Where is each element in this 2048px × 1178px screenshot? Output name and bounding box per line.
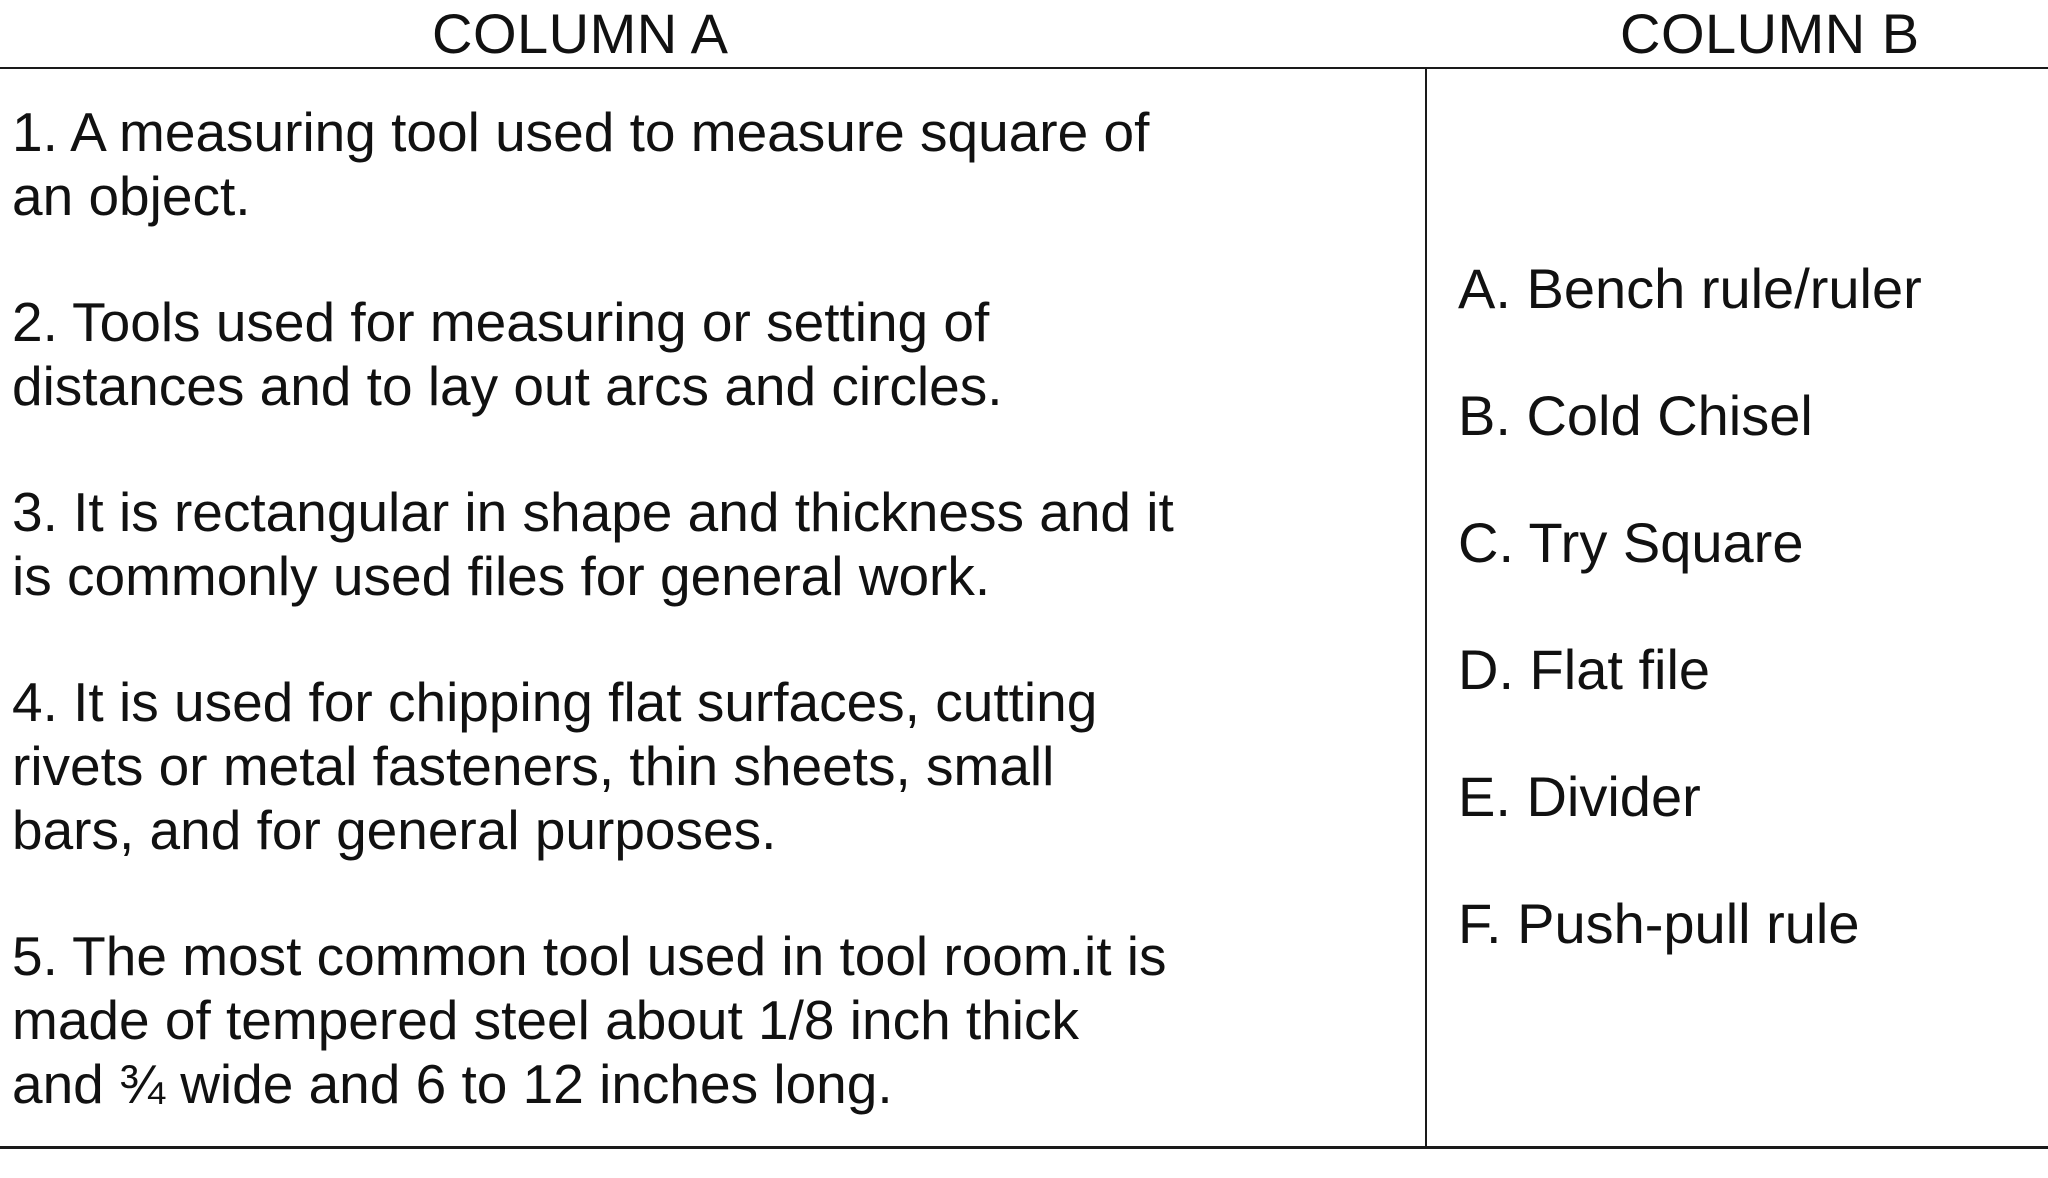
column-a-list xyxy=(12,100,1412,1178)
column-b-choice-e: E. Divider xyxy=(1458,765,1701,828)
column-a-header: COLUMN A xyxy=(432,2,729,65)
column-a-item-5: 5. The most common tool used in tool room.it is made of tempered steel about 1/8 inch thick and ¾ wide and 6 to 12 inches long. xyxy=(12,925,1167,1115)
column-a-item-4: 4. It is used for chipping flat surfaces, cutting rivets or metal fasteners, thin sheets, small bars, and for general purposes. xyxy=(12,671,1098,861)
column-b-choice-c: C. Try Square xyxy=(1458,511,1804,574)
header-divider-line xyxy=(0,67,2048,69)
column-b-header: COLUMN B xyxy=(1620,2,1920,65)
column-b-choice-a: A. Bench rule/ruler xyxy=(1458,257,1922,320)
column-a-item-1: 1. A measuring tool used to measure square of an object. xyxy=(12,101,1150,227)
column-b-choice-b: B. Cold Chisel xyxy=(1458,384,1813,447)
column-b-choice-f: F. Push-pull rule xyxy=(1458,892,1860,955)
column-a-item-3: 3. It is rectangular in shape and thickness and it is commonly used files for general work. xyxy=(12,481,1174,607)
column-b-choice-d: D. Flat file xyxy=(1458,638,1711,701)
column-b-list xyxy=(1458,257,2038,1019)
column-a-item-2: 2. Tools used for measuring or setting of distances and to lay out arcs and circles. xyxy=(12,291,1003,417)
column-divider-line xyxy=(1425,67,1427,1148)
